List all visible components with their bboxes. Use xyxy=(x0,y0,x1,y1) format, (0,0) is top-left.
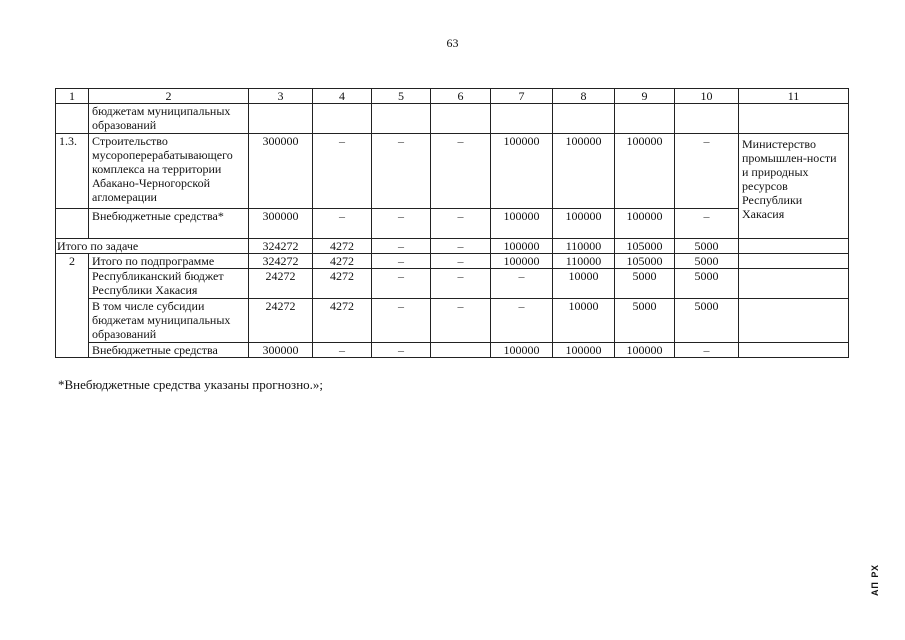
value-cell: – xyxy=(372,239,431,254)
value-cell: 10000 xyxy=(553,269,615,299)
column-header: 11 xyxy=(739,89,849,104)
value-cell: 10000 xyxy=(553,299,615,343)
value-cell: 5000 xyxy=(675,254,739,269)
column-header: 3 xyxy=(249,89,313,104)
value-cell: – xyxy=(372,134,431,209)
table-row xyxy=(56,343,849,358)
budget-table xyxy=(55,88,849,358)
value-cell: 100000 xyxy=(491,134,553,209)
table-row xyxy=(56,104,849,134)
row-number-cell: 2 xyxy=(56,254,89,358)
table-header-row xyxy=(56,89,849,104)
column-header: 9 xyxy=(615,89,675,104)
column-header: 8 xyxy=(553,89,615,104)
column-header: 7 xyxy=(491,89,553,104)
value-cell: 24272 xyxy=(249,269,313,299)
value-cell: – xyxy=(372,209,431,239)
value-cell: – xyxy=(431,239,491,254)
value-cell: 4272 xyxy=(313,299,372,343)
value-cell: 100000 xyxy=(553,209,615,239)
item-name-cell: Республиканский бюджет Республики Хакасия xyxy=(89,269,249,299)
table-row xyxy=(56,299,849,343)
executor-cell: Министерство промышлен-ности и природных ресурсов Республики Хакасия xyxy=(739,134,849,239)
value-cell: 5000 xyxy=(675,239,739,254)
value-cell: 300000 xyxy=(249,134,313,209)
footnote: *Внебюджетные средства указаны прогнозно.»; xyxy=(58,377,324,392)
value-cell: – xyxy=(431,269,491,299)
row-number-cell xyxy=(56,104,89,134)
value-cell: – xyxy=(491,299,553,343)
table-row xyxy=(56,209,849,239)
value-cell: 110000 xyxy=(553,254,615,269)
value-cell: 100000 xyxy=(491,209,553,239)
value-cell: 5000 xyxy=(675,269,739,299)
column-header: 5 xyxy=(372,89,431,104)
value-cell: 4272 xyxy=(313,254,372,269)
value-cell: – xyxy=(431,209,491,239)
item-name-cell: Итого по подпрограмме xyxy=(89,254,249,269)
value-cell: 300000 xyxy=(249,343,313,358)
item-name-cell: В том числе субсидии бюджетам муниципальных образований xyxy=(89,299,249,343)
value-cell: – xyxy=(313,134,372,209)
column-header: 1 xyxy=(56,89,89,104)
item-name-cell: Строительство мусороперерабатывающего комплекса на территории Абакано-Черногорской агломерации xyxy=(89,134,249,209)
value-cell: 24272 xyxy=(249,299,313,343)
value-cell: 5000 xyxy=(675,299,739,343)
task-total-label: Итого по задаче xyxy=(56,239,249,254)
value-cell: 100000 xyxy=(553,134,615,209)
value-cell: 100000 xyxy=(491,254,553,269)
value-cell: – xyxy=(313,209,372,239)
column-header: 2 xyxy=(89,89,249,104)
value-cell: 5000 xyxy=(615,269,675,299)
value-cell: – xyxy=(675,209,739,239)
item-name-cell: бюджетам муниципальных образований xyxy=(89,104,249,134)
value-cell: – xyxy=(372,254,431,269)
value-cell: 105000 xyxy=(615,239,675,254)
table-row xyxy=(56,269,849,299)
value-cell: – xyxy=(431,299,491,343)
item-name-cell: Внебюджетные средства xyxy=(89,343,249,358)
value-cell: – xyxy=(491,269,553,299)
value-cell: – xyxy=(372,269,431,299)
value-cell: 4272 xyxy=(313,269,372,299)
table-row xyxy=(56,254,849,269)
column-header: 10 xyxy=(675,89,739,104)
value-cell: 300000 xyxy=(249,209,313,239)
value-cell: – xyxy=(372,343,431,358)
value-cell: 110000 xyxy=(553,239,615,254)
row-number-cell xyxy=(56,209,89,239)
value-cell: 100000 xyxy=(615,343,675,358)
value-cell: 100000 xyxy=(615,209,675,239)
side-stamp: АП РХ xyxy=(870,564,880,597)
value-cell: – xyxy=(675,134,739,209)
table-row xyxy=(56,134,849,209)
value-cell: 105000 xyxy=(615,254,675,269)
value-cell: 100000 xyxy=(553,343,615,358)
value-cell: – xyxy=(675,343,739,358)
value-cell: 100000 xyxy=(491,239,553,254)
table-row xyxy=(56,239,849,254)
value-cell: 100000 xyxy=(491,343,553,358)
value-cell: 100000 xyxy=(615,134,675,209)
value-cell: – xyxy=(431,134,491,209)
item-name-cell: Внебюджетные средства* xyxy=(89,209,249,239)
value-cell: – xyxy=(372,299,431,343)
value-cell: 324272 xyxy=(249,239,313,254)
value-cell: – xyxy=(431,254,491,269)
page-number: 63 xyxy=(446,36,459,50)
value-cell xyxy=(431,343,491,358)
column-header: 4 xyxy=(313,89,372,104)
value-cell: 4272 xyxy=(313,239,372,254)
value-cell: 5000 xyxy=(615,299,675,343)
value-cell: – xyxy=(313,343,372,358)
column-header: 6 xyxy=(431,89,491,104)
row-number-cell: 1.3. xyxy=(56,134,89,209)
value-cell: 324272 xyxy=(249,254,313,269)
